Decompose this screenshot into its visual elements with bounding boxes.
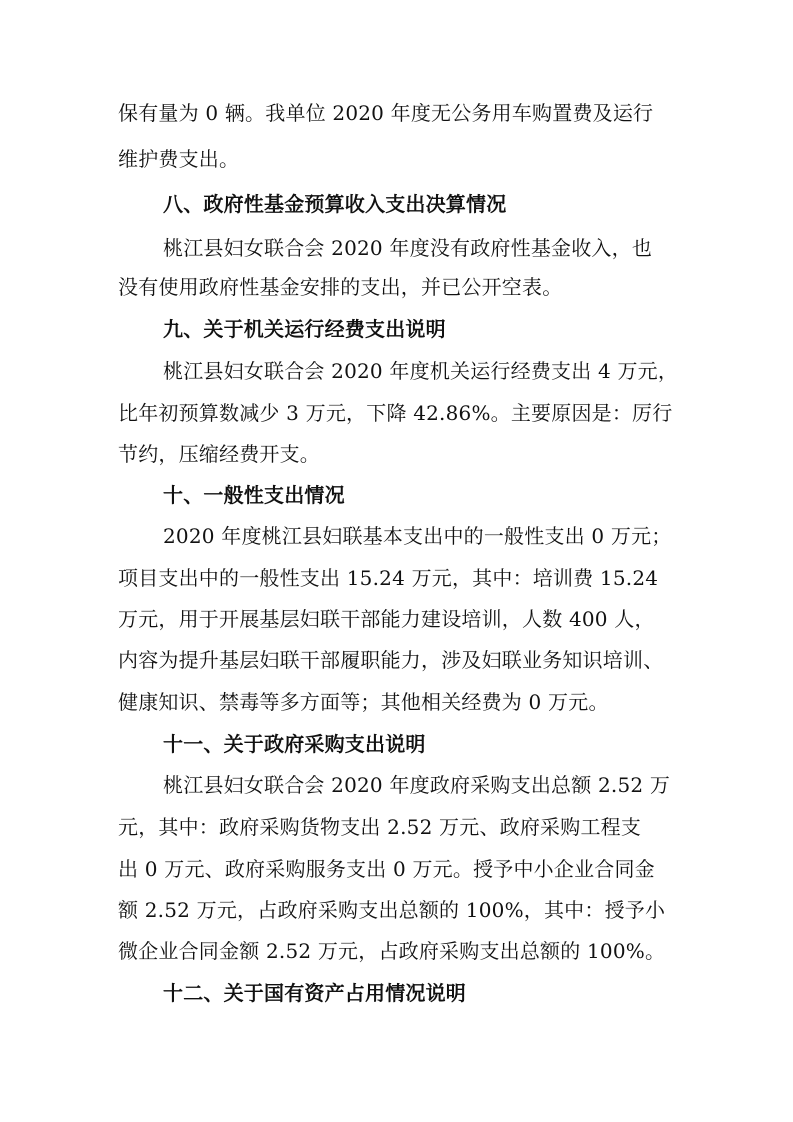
section-heading-12: 十二、关于国有资产占用情况说明 [163, 981, 466, 1005]
section-heading-11: 十一、关于政府采购支出说明 [163, 732, 426, 756]
section-heading-10: 十、一般性支出情况 [163, 483, 345, 507]
body-line: 内容为提升基层妇联干部履职能力，涉及妇联业务知识培训、 [118, 648, 664, 672]
body-line: 维护费支出。 [118, 147, 240, 171]
body-line: 没有使用政府性基金安排的支出，并已公开空表。 [118, 275, 563, 299]
body-line: 项目支出中的一般性支出 15.24 万元，其中：培训费 15.24 [118, 566, 659, 590]
body-line: 保有量为 0 辆。我单位 2020 年度无公务用车购置费及运行 [118, 101, 654, 125]
body-line: 出 0 万元、政府采购服务支出 0 万元。授予中小企业合同金 [118, 857, 655, 881]
body-line: 万元，用于开展基层妇联干部能力建设培训，人数 400 人， [118, 607, 655, 631]
body-line: 桃江县妇女联合会 2020 年度没有政府性基金收入，也 [163, 236, 653, 260]
body-line: 微企业合同金额 2.52 万元，占政府采购支出总额的 100%。 [118, 939, 666, 963]
body-line: 节约，压缩经费开支。 [118, 442, 320, 466]
body-line: 桃江县妇女联合会 2020 年度机关运行经费支出 4 万元， [163, 359, 679, 383]
body-line: 比年初预算数减少 3 万元，下降 42.86%。主要原因是：厉行 [118, 401, 673, 425]
body-line: 桃江县妇女联合会 2020 年度政府采购支出总额 2.52 万 [163, 773, 671, 797]
body-line: 健康知识、禁毒等多方面等；其他相关经费为 0 万元。 [118, 690, 609, 714]
body-line: 元，其中：政府采购货物支出 2.52 万元、政府采购工程支 [118, 815, 642, 839]
section-heading-8: 八、政府性基金预算收入支出决算情况 [163, 192, 507, 216]
section-heading-9: 九、关于机关运行经费支出说明 [163, 317, 446, 341]
body-line: 2020 年度桃江县妇联基本支出中的一般性支出 0 万元； [163, 524, 672, 548]
body-line: 额 2.52 万元，占政府采购支出总额的 100%，其中：授予小 [118, 898, 666, 922]
